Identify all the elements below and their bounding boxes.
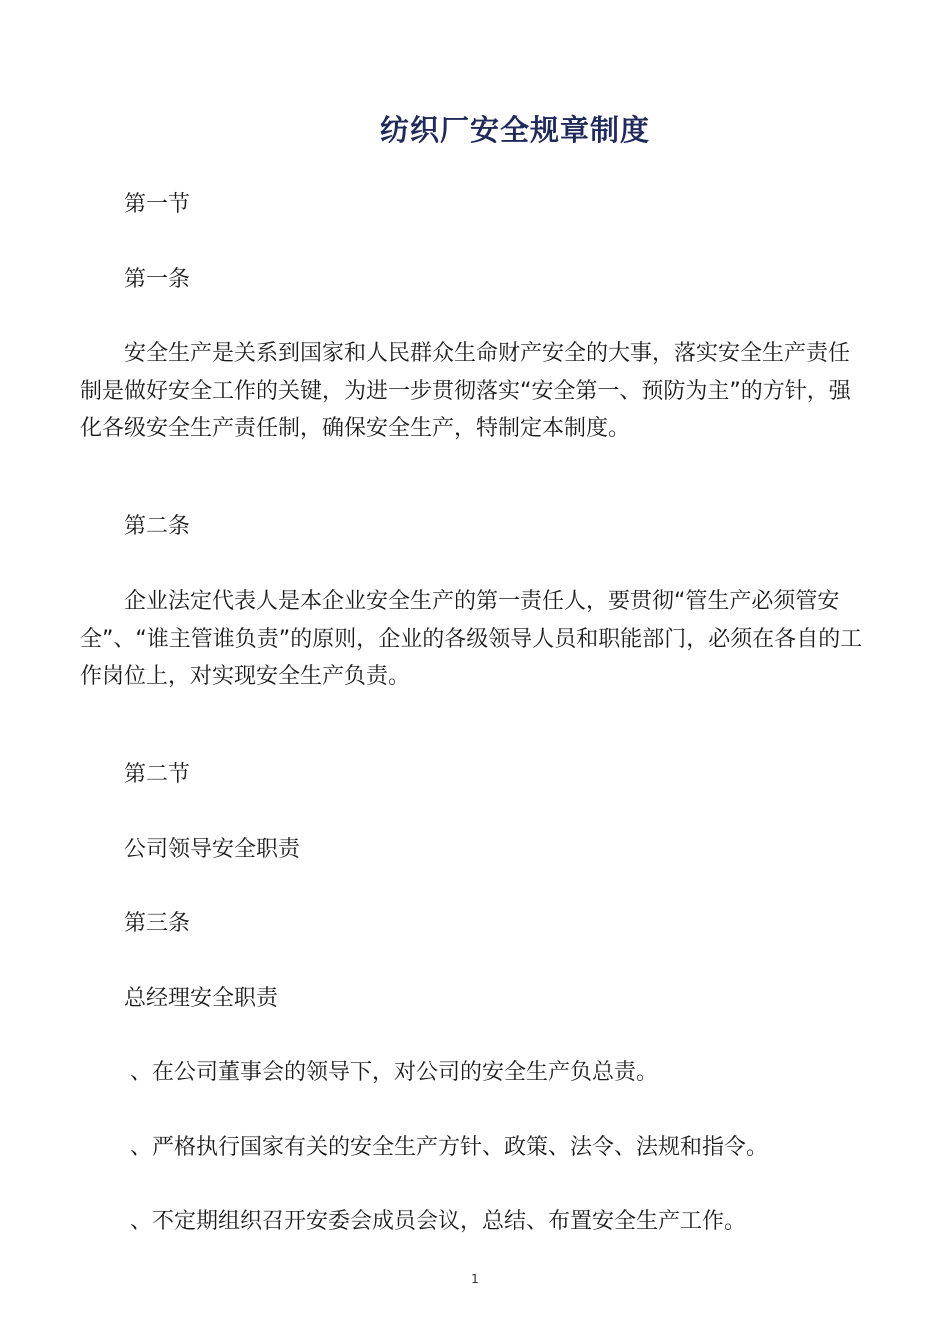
section-2-subtitle: 公司领导安全职责	[124, 837, 301, 862]
article-heading-2: 第二条	[124, 514, 191, 539]
article-heading-3: 第三条	[124, 911, 191, 936]
document-title: 纺织厂安全规章制度	[379, 113, 650, 147]
article-heading-1: 第一条	[124, 267, 191, 292]
article-1-body: 安全生产是关系到国家和人民群众生命财产安全的大事，落实安全生产责任制是做好安全工作的关键，为进一步贯彻落实“安全第一、预防为主”的方针，强化各级安全生产责任制，确保安全生产，特制定本制度。	[80, 341, 851, 441]
list-item: 、严格执行国家有关的安全生产方针、政策、法令、法规和指令。	[130, 1135, 769, 1160]
article-3-subtitle: 总经理安全职责	[124, 986, 279, 1011]
section-heading-1: 第一节	[124, 192, 191, 217]
list-item: 、不定期组织召开安委会成员会议，总结、布置安全生产工作。	[130, 1209, 747, 1234]
page-number: 1	[471, 1272, 479, 1286]
list-item: 、在公司董事会的领导下，对公司的安全生产负总责。	[130, 1060, 659, 1085]
article-2-body: 企业法定代表人是本企业安全生产的第一责任人，要贯彻“管生产必须管安全”、“谁主管谁负责”的原则，企业的各级领导人员和职能部门，必须在各自的工作岗位上，对实现安全生产负责。	[80, 589, 863, 689]
section-heading-2: 第二节	[124, 762, 191, 787]
